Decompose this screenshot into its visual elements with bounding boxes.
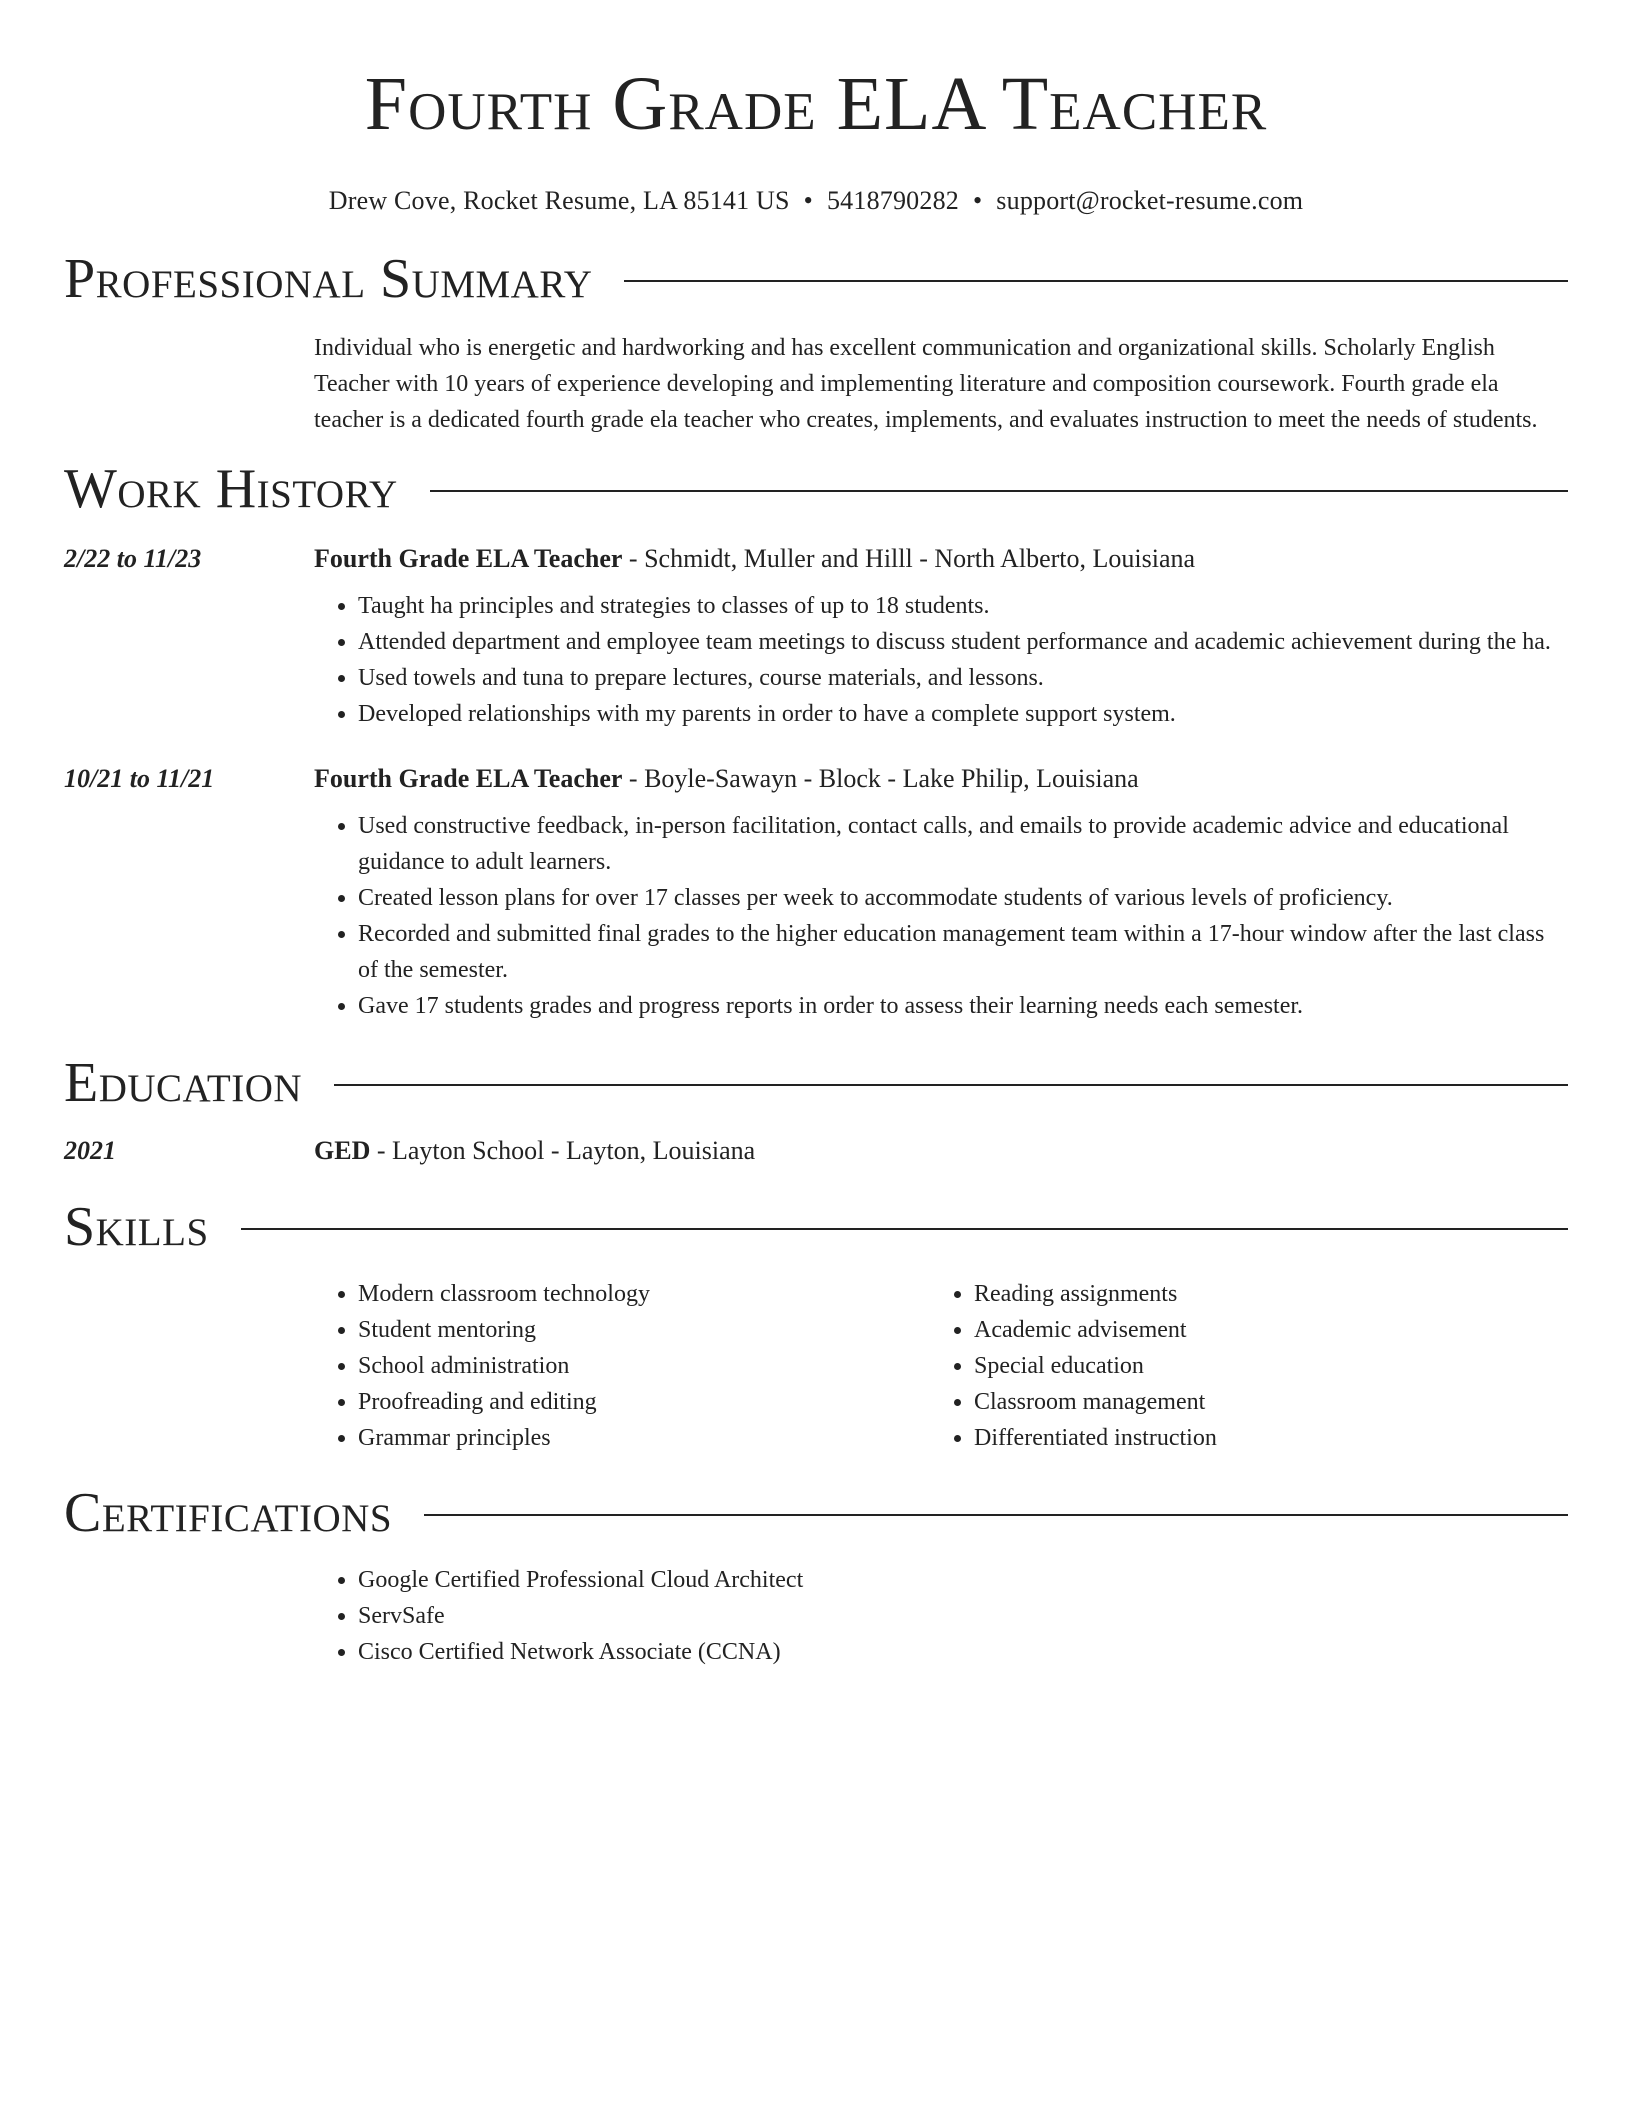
certifications-spacer <box>64 1562 314 1670</box>
skill-item: • School administration <box>358 1348 930 1384</box>
skills-row <box>64 1276 1568 1456</box>
list-item: • Used towels and tuna to prepare lectures, course materials, and lessons. <box>358 660 1568 696</box>
list-item: • Developed relationships with my parents in order to have a complete support system. <box>358 696 1568 732</box>
job-details: - Schmidt, Muller and Hilll - North Alberto, Louisiana <box>622 544 1196 573</box>
certification-item: • Cisco Certified Network Associate (CCNA) <box>358 1634 1568 1670</box>
contact-email: support@rocket-resume.com <box>996 186 1304 215</box>
education-details: - Layton School - Layton, Louisiana <box>370 1136 756 1165</box>
section-divider <box>334 1084 1568 1086</box>
job-details: - Boyle-Sawayn - Block - Lake Philip, Louisiana <box>622 764 1139 793</box>
job-entry <box>64 762 1568 1024</box>
summary-text: Individual who is energetic and hardworking and has excellent communication and organizational skills. Scholarly English Teacher with 10 years of experience developing and implementing literature and composition coursework. Fourth grade ela teacher is a dedicated fourth grade ela teacher who creates, implements, and evaluates instruction to meet the needs of students. <box>314 335 1538 433</box>
candidate-name: Fourth Grade ELA Teacher <box>364 62 1268 146</box>
contact-separator: • <box>972 186 983 215</box>
job-entry <box>64 542 1568 732</box>
skills-list-right <box>930 1276 1546 1456</box>
section-divider <box>624 280 1568 282</box>
certifications-list <box>314 1562 1568 1670</box>
work-section-header <box>64 456 1568 522</box>
skill-item: • Classroom management <box>974 1384 1546 1420</box>
contact-separator: • <box>803 186 813 215</box>
skill-item: • Proofreading and editing <box>358 1384 930 1420</box>
skills-heading: Skills <box>64 1196 209 1258</box>
skills-list-left <box>314 1276 930 1456</box>
skill-item: • Student mentoring <box>358 1312 930 1348</box>
skills-grid <box>314 1276 1568 1456</box>
job-bullets <box>314 588 1568 732</box>
job-title: Fourth Grade ELA Teacher <box>314 544 623 573</box>
job-bullets <box>314 808 1568 1024</box>
certifications-section-header <box>64 1480 1568 1546</box>
summary-heading: Professional Summary <box>64 248 593 310</box>
contact-address: Drew Cove, Rocket Resume, LA 85141 US <box>328 186 790 215</box>
contact-phone: 5418790282 <box>826 186 959 215</box>
list-item: • Gave 17 students grades and progress reports in order to assess their learning needs each semester. <box>358 988 1568 1024</box>
job-dates: 10/21 to 11/21 <box>64 764 215 793</box>
section-divider <box>430 490 1568 492</box>
certifications-row <box>64 1562 1568 1670</box>
summary-section-header <box>64 246 1568 312</box>
certification-item: • Google Certified Professional Cloud Architect <box>358 1562 1568 1598</box>
list-item: • Attended department and employee team meetings to discuss student performance and academic achievement during the ha. <box>358 624 1568 660</box>
list-item: • Taught ha principles and strategies to classes of up to 18 students. <box>358 588 1568 624</box>
list-item: • Used constructive feedback, in-person facilitation, contact calls, and emails to provide academic advice and educational guidance to adult learners. <box>358 808 1568 880</box>
certifications-heading: Certifications <box>64 1482 393 1544</box>
list-item: • Recorded and submitted final grades to the higher education management team within a 17-hour window after the last class of the semester. <box>358 916 1568 988</box>
certification-item: • ServSafe <box>358 1598 1568 1634</box>
skill-item: • Differentiated instruction <box>974 1420 1546 1456</box>
skills-spacer <box>64 1276 314 1456</box>
skill-item: • Modern classroom technology <box>358 1276 930 1312</box>
skills-section-header <box>64 1194 1568 1260</box>
skill-item: • Academic advisement <box>974 1312 1546 1348</box>
section-divider <box>424 1514 1568 1516</box>
summary-spacer <box>64 330 314 438</box>
contact-line <box>64 184 1568 218</box>
education-degree: GED <box>314 1136 371 1165</box>
education-heading: Education <box>64 1052 303 1114</box>
work-heading: Work History <box>64 458 398 520</box>
job-heading <box>314 762 1568 796</box>
skill-item: • Grammar principles <box>358 1420 930 1456</box>
list-item: • Created lesson plans for over 17 classes per week to accommodate students of various levels of proficiency. <box>358 880 1568 916</box>
job-dates: 2/22 to 11/23 <box>64 544 202 573</box>
education-heading-line <box>314 1134 1568 1168</box>
job-heading <box>314 542 1568 576</box>
education-year: 2021 <box>64 1136 116 1165</box>
resume-page <box>64 0 1568 1670</box>
summary-row <box>64 330 1568 438</box>
section-divider <box>241 1228 1568 1230</box>
education-section-header <box>64 1050 1568 1116</box>
education-entry <box>64 1134 1568 1168</box>
skill-item: • Reading assignments <box>974 1276 1546 1312</box>
skill-item: • Special education <box>974 1348 1546 1384</box>
job-title: Fourth Grade ELA Teacher <box>314 764 623 793</box>
